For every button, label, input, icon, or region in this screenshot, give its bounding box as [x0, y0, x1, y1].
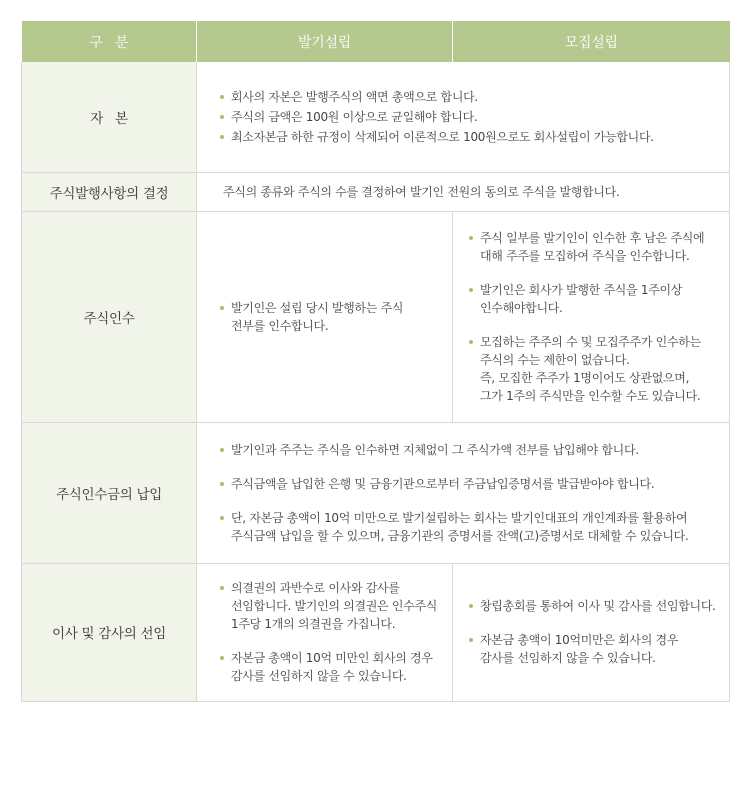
- header-subscription-establishment: 모집설립: [453, 21, 730, 62]
- list-item: 의결권의 과반수로 이사와 감사를 선임합니다. 발기인의 의결권은 인수주식 1주당 1개의 의결권을 가집니다.: [219, 579, 452, 633]
- list-item: 발기인은 설립 당시 발행하는 주식 전부를 인수합니다.: [219, 299, 452, 335]
- list-item: 창립총회를 통하여 이사 및 감사를 선임합니다.: [468, 597, 729, 615]
- list-item: 주식 일부를 발기인이 인수한 후 남은 주식에 대해 주주를 모집하여 주식을 인수합니다.: [468, 229, 723, 265]
- issuance-content: 주식의 종류와 주식의 수를 결정하여 발기인 전원의 동의로 주식을 발행합니다.: [197, 172, 730, 211]
- row-label-issuance: 주식발행사항의 결정: [22, 172, 197, 211]
- subscription-promoter-list: [219, 299, 452, 335]
- capital-list: [219, 88, 729, 146]
- row-election: [22, 563, 730, 701]
- subscription-promoter-cell: [197, 211, 453, 422]
- list-item: 발기인과 주주는 주식을 인수하면 지체없이 그 주식가액 전부를 납입해야 합니다.: [219, 441, 729, 459]
- capital-content: [197, 62, 730, 172]
- payment-list: [219, 441, 729, 545]
- row-label-capital: 자 본: [22, 62, 197, 172]
- subscription-public-cell: [453, 211, 730, 422]
- subscription-public-list: [468, 229, 723, 405]
- row-label-subscription: 주식인수: [22, 211, 197, 422]
- row-capital: [22, 62, 730, 172]
- payment-content: [197, 422, 730, 563]
- header-row: [22, 21, 730, 62]
- list-item: 자본금 총액이 10억 미만인 회사의 경우 감사를 선임하지 않을 수 있습니다.: [219, 649, 452, 685]
- list-item: 단, 자본금 총액이 10억 미만으로 발기설립하는 회사는 발기인대표의 개인계좌를 활용하여 주식금액 납입을 할 수 있으며, 금융기관의 증명서를 잔액(고)증명서로 대체할 수 있습니다.: [219, 509, 729, 545]
- list-item: 자본금 총액이 10억미만은 회사의 경우 감사를 선임하지 않을 수 있습니다.: [468, 631, 729, 667]
- election-promoter-list: [219, 579, 452, 685]
- header-category: 구 분: [22, 21, 197, 62]
- row-label-payment: 주식인수금의 납입: [22, 422, 197, 563]
- list-item: 회사의 자본은 발행주식의 액면 총액으로 합니다.: [219, 88, 729, 106]
- election-public-list: [468, 597, 729, 667]
- row-label-election: 이사 및 감사의 선임: [22, 563, 197, 701]
- list-item: 발기인은 회사가 발행한 주식을 1주이상 인수해야합니다.: [468, 281, 723, 317]
- row-issuance: [22, 172, 730, 211]
- list-item: 모집하는 주주의 수 및 모집주주가 인수하는 주식의 수는 제한이 없습니다. 즉, 모집한 주주가 1명이어도 상관없으며, 그가 1주의 주식만을 인수할 수도 있습니다.: [468, 333, 723, 405]
- list-item: 주식의 금액은 100원 이상으로 균일해야 합니다.: [219, 108, 729, 126]
- row-payment: [22, 422, 730, 563]
- list-item: 주식금액을 납입한 은행 및 금융기관으로부터 주금납입증명서를 발급받아야 합니다.: [219, 475, 729, 493]
- list-item: 최소자본금 하한 규정이 삭제되어 이론적으로 100원으로도 회사설립이 가능합니다.: [219, 128, 729, 146]
- header-promoter-establishment: 발기설립: [197, 21, 453, 62]
- election-public-cell: [453, 563, 730, 701]
- row-subscription: [22, 211, 730, 422]
- election-promoter-cell: [197, 563, 453, 701]
- establishment-comparison-table: [21, 21, 730, 702]
